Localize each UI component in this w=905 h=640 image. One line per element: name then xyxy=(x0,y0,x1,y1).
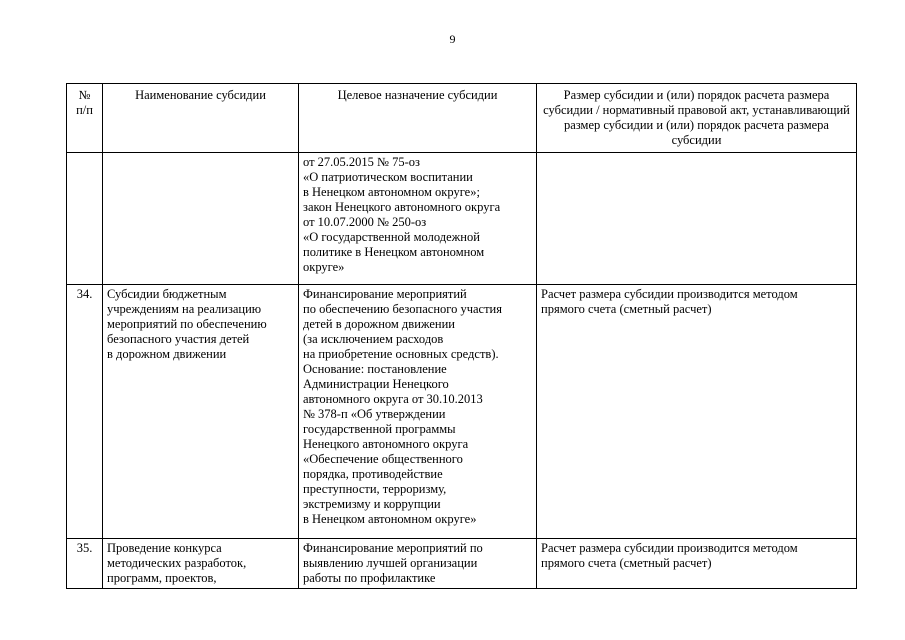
table-row xyxy=(67,153,857,285)
cell-number: 34. xyxy=(67,285,103,539)
cell-subsidy-name xyxy=(103,153,299,285)
page-number: 9 xyxy=(449,32,456,46)
table-row xyxy=(67,539,857,589)
cell-subsidy-name: Субсидии бюджетным учреждениям на реализацию мероприятий по обеспечению безопасного участия детей в дорожном движении xyxy=(103,285,299,539)
cell-number: 35. xyxy=(67,539,103,589)
header-number: № п/п xyxy=(67,84,103,153)
cell-number xyxy=(67,153,103,285)
header-subsidy-size: Размер субсидии и (или) порядок расчета размера субсидии / нормативный правовой акт, устанавливающий размер субсидии и (или) порядок расчета размера субсидии xyxy=(537,84,857,153)
cell-subsidy-purpose: от 27.05.2015 № 75-оз «О патриотическом воспитании в Ненецком автономном округе»; закон Ненецкого автономного округа от 10.07.2000 № 250-оз «О государственной молодежной политике в Ненецком автономном округе» xyxy=(299,153,537,285)
header-subsidy-purpose: Целевое назначение субсидии xyxy=(299,84,537,153)
cell-subsidy-purpose: Финансирование мероприятий по обеспечению безопасного участия детей в дорожном движении (за исключением расходов на приобретение основных средств). Основание: постановление Администрации Ненецкого автономного округа от 30.10.2013 № 378-п «Об утверждении государственной программы Ненецкого автономного округа «Обеспечение общественного порядка, противодействие преступности, терроризму, экстремизму и коррупции в Ненецком автономном округе» xyxy=(299,285,537,539)
cell-subsidy-size xyxy=(537,153,857,285)
table-row xyxy=(67,285,857,539)
cell-subsidy-purpose: Финансирование мероприятий по выявлению лучшей организации работы по профилактике xyxy=(299,539,537,589)
cell-subsidy-size: Расчет размера субсидии производится методом прямого счета (сметный расчет) xyxy=(537,285,857,539)
subsidy-table xyxy=(66,83,857,589)
table-header-row xyxy=(67,84,857,153)
header-subsidy-name: Наименование субсидии xyxy=(103,84,299,153)
cell-subsidy-size: Расчет размера субсидии производится методом прямого счета (сметный расчет) xyxy=(537,539,857,589)
cell-subsidy-name: Проведение конкурса методических разработок, программ, проектов, xyxy=(103,539,299,589)
